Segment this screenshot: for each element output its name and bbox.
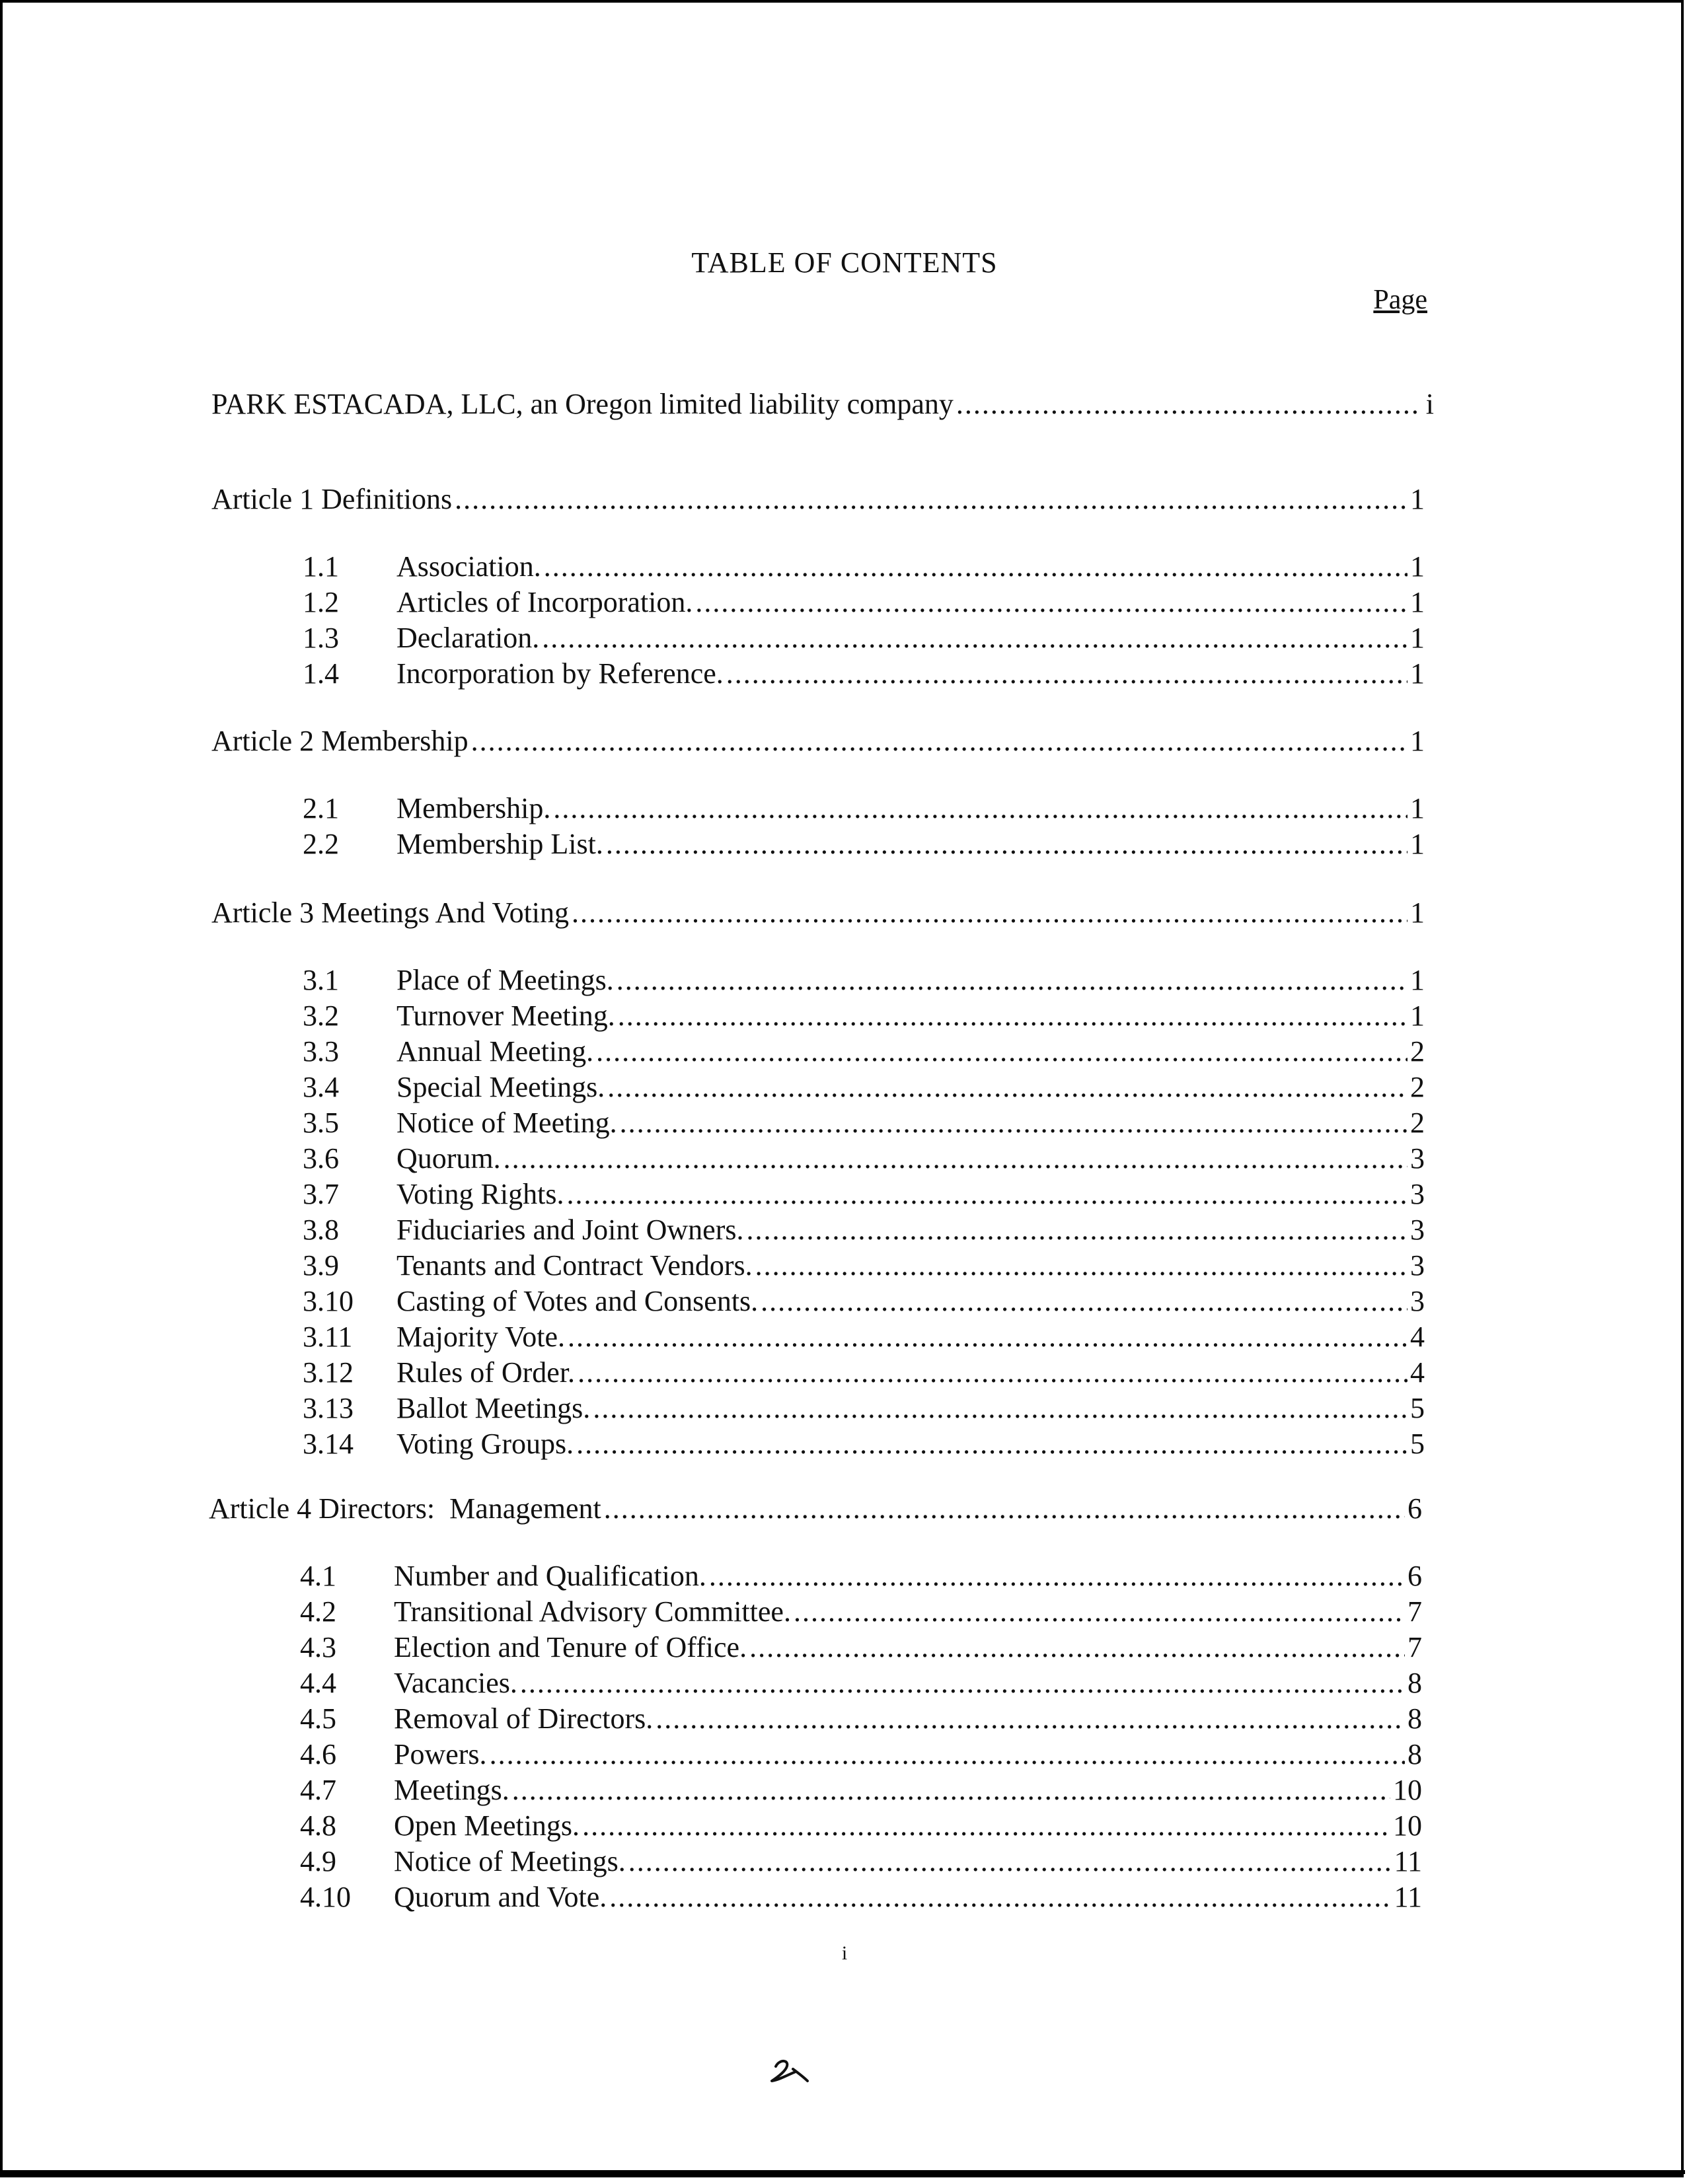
toc-section-title: Election and Tenure of Office. (394, 1631, 747, 1663)
toc-section-title: Declaration. (396, 622, 540, 654)
page-column-header: Page (1373, 285, 1427, 315)
leader-dots (542, 620, 1408, 657)
toc-intro-line (211, 386, 1434, 423)
toc-page-number: 3 (1410, 1285, 1425, 1317)
toc-page-number: 1 (1410, 792, 1425, 824)
toc-section-line (300, 1700, 1422, 1737)
toc-section-line (300, 1665, 1422, 1702)
toc-page-number: 1 (1410, 483, 1425, 515)
toc-page-number: 3 (1410, 1249, 1425, 1282)
leader-dots (761, 1283, 1408, 1320)
toc-intro-text: PARK ESTACADA, LLC, an Oregon limited liability company (211, 388, 954, 420)
toc-section-number: 3.14 (303, 1428, 354, 1460)
leader-dots (593, 1390, 1408, 1427)
toc-page-number: 1 (1410, 550, 1425, 583)
leader-dots (607, 1069, 1408, 1106)
toc-section-number: 4.6 (300, 1738, 336, 1770)
toc-section-title: Majority Vote. (396, 1321, 566, 1353)
toc-section-number: 3.12 (303, 1356, 354, 1389)
leader-dots (749, 1629, 1405, 1666)
toc-page-number: 1 (1410, 622, 1425, 654)
toc-section-line (303, 962, 1425, 999)
toc-section-line (300, 1593, 1422, 1630)
leader-dots (471, 723, 1408, 760)
toc-article-line (211, 894, 1425, 931)
leader-dots (606, 826, 1408, 863)
footer-page-number: i (841, 1942, 848, 1964)
leader-dots (568, 1319, 1408, 1356)
toc-section-title: Incorporation by Reference. (396, 657, 724, 690)
toc-section-line (303, 1105, 1425, 1142)
toc-page-number: 10 (1393, 1809, 1422, 1842)
toc-section-title: Place of Meetings. (396, 964, 614, 996)
handwritten-page-mark (767, 2055, 813, 2088)
toc-page-number: 2 (1410, 1107, 1425, 1139)
toc-section-number: 3.1 (303, 964, 339, 996)
leader-dots (596, 1033, 1408, 1070)
toc-section-title: Quorum. (396, 1142, 501, 1175)
toc-page-number: 5 (1410, 1428, 1425, 1460)
toc-page-number: 3 (1410, 1214, 1425, 1246)
toc-page-number: 8 (1408, 1667, 1422, 1699)
leader-dots (755, 1247, 1408, 1284)
toc-section-line (303, 1319, 1425, 1356)
toc-article-line (209, 1490, 1422, 1527)
toc-section-number: 3.9 (303, 1249, 339, 1282)
bottom-border-rule (0, 2170, 1685, 2174)
toc-page-number: 2 (1410, 1071, 1425, 1103)
toc-section-line (303, 584, 1425, 621)
toc-page-number: 8 (1408, 1738, 1422, 1770)
toc-page-number: 1 (1410, 586, 1425, 618)
toc-page-number: 10 (1393, 1774, 1422, 1806)
toc-section-number: 3.6 (303, 1142, 339, 1175)
toc-section-number: 4.10 (300, 1881, 351, 1913)
leader-dots (544, 548, 1408, 585)
leader-dots (490, 1736, 1405, 1773)
toc-page-number: 1 (1410, 964, 1425, 996)
toc-section-number: 3.4 (303, 1071, 339, 1103)
toc-section-line (303, 1426, 1425, 1463)
toc-section-number: 4.3 (300, 1631, 336, 1663)
toc-section-title: Removal of Directors. (394, 1702, 654, 1735)
toc-page-number: 1 (1410, 657, 1425, 690)
toc-section-line (303, 1390, 1425, 1427)
toc-section-title: Casting of Votes and Consents. (396, 1285, 759, 1317)
toc-section-title: Turnover Meeting. (396, 1000, 615, 1032)
leader-dots (628, 1843, 1392, 1880)
toc-page-number: 4 (1410, 1321, 1425, 1353)
toc-page-number: 1 (1410, 725, 1425, 757)
toc-section-title: Membership List. (396, 828, 603, 860)
toc-section-line (303, 548, 1425, 585)
toc-article-label: Article 1 Definitions (211, 483, 453, 515)
toc-section-line (300, 1772, 1422, 1809)
leader-dots (572, 894, 1408, 931)
toc-page-number: 4 (1410, 1356, 1425, 1389)
toc-section-number: 3.13 (303, 1392, 354, 1424)
leader-dots (617, 962, 1408, 999)
toc-section-number: 3.8 (303, 1214, 339, 1246)
toc-section-line (303, 1212, 1425, 1249)
toc-section-title: Powers. (394, 1738, 487, 1770)
toc-page-number: 1 (1410, 896, 1425, 929)
toc-page-number: 2 (1410, 1035, 1425, 1068)
toc-section-line (303, 1033, 1425, 1070)
toc-section-number: 2.1 (303, 792, 339, 824)
leader-dots (504, 1140, 1408, 1177)
toc-article-line (211, 481, 1425, 518)
toc-section-title: Annual Meeting. (396, 1035, 594, 1068)
leader-dots (726, 655, 1408, 692)
toc-page-number: 1 (1410, 828, 1425, 860)
leader-dots (956, 386, 1418, 423)
toc-page-number: i (1425, 388, 1434, 420)
toc-article-line (211, 723, 1425, 760)
toc-section-title: Ballot Meetings. (396, 1392, 591, 1424)
toc-section-line (300, 1558, 1422, 1595)
toc-section-number: 4.5 (300, 1702, 336, 1735)
toc-section-number: 4.7 (300, 1774, 336, 1806)
toc-section-title: Quorum and Vote. (394, 1881, 607, 1913)
leader-dots (656, 1700, 1405, 1737)
toc-section-title: Vacancies. (394, 1667, 517, 1699)
toc-section-title: Rules of Order. (396, 1356, 576, 1389)
toc-section-line (303, 1069, 1425, 1106)
leader-dots (578, 1354, 1408, 1391)
toc-page-number: 5 (1410, 1392, 1425, 1424)
toc-section-number: 1.2 (303, 586, 339, 618)
leader-dots (566, 1176, 1408, 1213)
toc-page-number: 8 (1408, 1702, 1422, 1735)
leader-dots (512, 1772, 1390, 1809)
leader-dots (620, 1105, 1408, 1142)
toc-section-line (300, 1843, 1422, 1880)
toc-page-number: 11 (1394, 1845, 1422, 1877)
toc-section-title: Transitional Advisory Committee. (394, 1595, 791, 1628)
toc-section-number: 3.3 (303, 1035, 339, 1068)
leader-dots (709, 1558, 1405, 1595)
toc-section-title: Number and Qualification. (394, 1560, 706, 1592)
toc-section-number: 1.3 (303, 622, 339, 654)
toc-section-number: 3.10 (303, 1285, 354, 1317)
toc-section-title: Voting Groups. (396, 1428, 574, 1460)
leader-dots (794, 1593, 1405, 1630)
toc-section-number: 4.1 (300, 1560, 336, 1592)
leader-dots (553, 790, 1408, 827)
leader-dots (746, 1212, 1408, 1249)
toc-section-line (303, 1283, 1425, 1320)
toc-page-number: 6 (1408, 1492, 1422, 1525)
toc-section-line (303, 1140, 1425, 1177)
toc-section-number: 4.4 (300, 1667, 336, 1699)
leader-dots (520, 1665, 1405, 1702)
toc-section-line (300, 1879, 1422, 1916)
leader-dots (695, 584, 1408, 621)
toc-section-title: Association. (396, 550, 541, 583)
toc-page-number: 7 (1408, 1631, 1422, 1663)
toc-section-number: 2.2 (303, 828, 339, 860)
toc-section-line (300, 1629, 1422, 1666)
toc-article-label: Article 2 Membership (211, 725, 469, 757)
toc-section-title: Meetings. (394, 1774, 509, 1806)
toc-page-number: 3 (1410, 1178, 1425, 1210)
toc-section-line (303, 655, 1425, 692)
toc-section-title: Notice of Meetings. (394, 1845, 626, 1877)
leader-dots (576, 1426, 1408, 1463)
toc-section-number: 4.9 (300, 1845, 336, 1877)
toc-section-title: Open Meetings. (394, 1809, 580, 1842)
toc-section-line (303, 790, 1425, 827)
toc-section-line (303, 1354, 1425, 1391)
leader-dots (582, 1807, 1390, 1844)
toc-page-number: 3 (1410, 1142, 1425, 1175)
toc-article-label: Article 3 Meetings And Voting (211, 896, 570, 929)
page-title: TABLE OF CONTENTS (691, 246, 998, 279)
toc-section-line (303, 620, 1425, 657)
toc-section-line (303, 826, 1425, 863)
leader-dots (455, 481, 1408, 518)
toc-section-title: Voting Rights. (396, 1178, 564, 1210)
toc-section-title: Special Meetings. (396, 1071, 605, 1103)
toc-section-number: 4.8 (300, 1809, 336, 1842)
toc-section-line (300, 1807, 1422, 1844)
leader-dots (604, 1490, 1405, 1527)
toc-section-line (303, 998, 1425, 1035)
toc-page-number: 6 (1408, 1560, 1422, 1592)
toc-section-number: 1.4 (303, 657, 339, 690)
toc-article-label: Article 4 Directors: Management (209, 1492, 601, 1525)
toc-section-line (303, 1247, 1425, 1284)
toc-section-title: Tenants and Contract Vendors. (396, 1249, 753, 1282)
toc-page-number: 1 (1410, 1000, 1425, 1032)
leader-dots (618, 998, 1408, 1035)
toc-section-number: 3.2 (303, 1000, 339, 1032)
toc-section-line (303, 1176, 1425, 1213)
toc-section-title: Articles of Incorporation. (396, 586, 693, 618)
toc-section-number: 3.7 (303, 1178, 339, 1210)
toc-section-line (300, 1736, 1422, 1773)
toc-section-number: 4.2 (300, 1595, 336, 1628)
toc-section-number: 1.1 (303, 550, 339, 583)
toc-section-title: Notice of Meeting. (396, 1107, 617, 1139)
toc-page-number: 11 (1394, 1881, 1422, 1913)
leader-dots (609, 1879, 1391, 1916)
toc-section-number: 3.5 (303, 1107, 339, 1139)
toc-section-title: Fiduciaries and Joint Owners. (396, 1214, 744, 1246)
toc-section-title: Membership. (396, 792, 551, 824)
toc-page-number: 7 (1408, 1595, 1422, 1628)
toc-section-number: 3.11 (303, 1321, 353, 1353)
